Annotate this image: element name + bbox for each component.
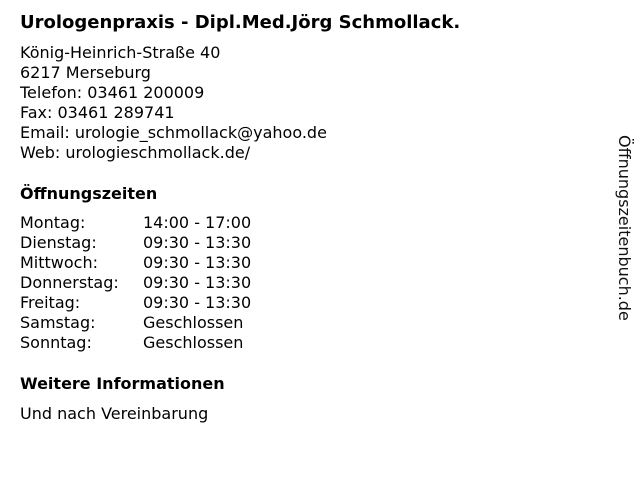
day-label: Samstag: (20, 313, 96, 332)
time-value: 09:30 - 13:30 (143, 233, 252, 252)
page-title: Urologenpraxis - Dipl.Med.Jörg Schmollack. (20, 12, 461, 33)
day-label: Donnerstag: (20, 273, 119, 292)
day-label: Sonntag: (20, 333, 92, 352)
info-text: Und nach Vereinbarung (20, 404, 209, 423)
time-value: Geschlossen (143, 313, 244, 332)
hours-heading: Öffnungszeiten (20, 184, 158, 203)
day-label: Mittwoch: (20, 253, 98, 272)
address-block (20, 43, 327, 163)
time-value: 09:30 - 13:30 (143, 293, 252, 312)
time-value: 09:30 - 13:30 (143, 273, 252, 292)
time-value: 14:00 - 17:00 (143, 213, 252, 232)
email-text: Email: urologie_schmollack@yahoo.de (20, 123, 327, 142)
day-label: Freitag: (20, 293, 81, 312)
day-label: Dienstag: (20, 233, 97, 252)
day-label: Montag: (20, 213, 86, 232)
street-text: König-Heinrich-Straße 40 (20, 43, 221, 62)
fax-text: Fax: 03461 289741 (20, 103, 175, 122)
phone-text: Telefon: 03461 200009 (20, 83, 205, 102)
time-value: Geschlossen (143, 333, 244, 352)
time-value: 09:30 - 13:30 (143, 253, 252, 272)
brand-watermark: Öffnungszeitenbuch.de (615, 135, 634, 321)
city-text: 6217 Merseburg (20, 63, 151, 82)
info-heading: Weitere Informationen (20, 374, 225, 393)
web-text: Web: urologieschmollack.de/ (20, 143, 251, 162)
